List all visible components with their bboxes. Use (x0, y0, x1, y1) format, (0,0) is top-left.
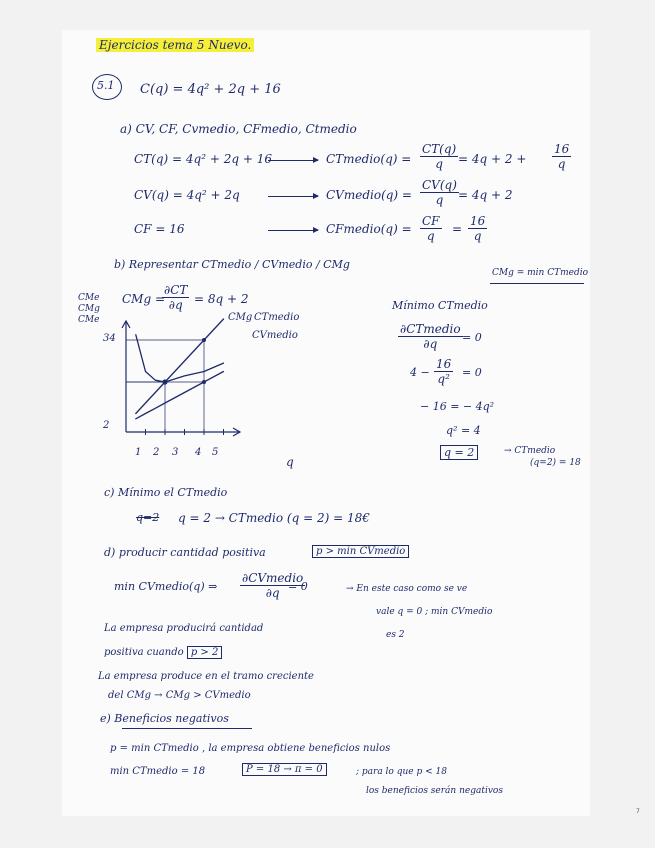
part-d-note-line2: vale q = 0 ; min CVmedio (376, 607, 493, 617)
x-tick-1: 1 (135, 447, 142, 458)
struck-text: q=2 (136, 511, 160, 524)
fraction-denominator: q (473, 229, 482, 243)
part-a-heading: a) CV, CF, Cvmedio, CFmedio, Ctmedio (120, 122, 357, 136)
y-tick-34: 34 (103, 333, 116, 344)
side-heading: Mínimo CTmedio (392, 299, 488, 312)
fraction-denominator: q (557, 157, 566, 171)
y-tick-2: 2 (103, 420, 110, 431)
x-tick-2: 2 (153, 447, 160, 458)
part-e-line2-boxed (242, 764, 327, 775)
fraction-numerator: 16 (470, 214, 486, 228)
side-step1-rhs: = 0 (462, 366, 482, 379)
part-d-note-line3: es 2 (386, 630, 405, 640)
part-e-line3: los beneficios serán negativos (366, 786, 503, 796)
part-e-line2-note: ; para lo que p < 18 (356, 767, 447, 777)
fraction-numerator: CF (422, 214, 440, 228)
cv-equation: CV(q) = 4q² + 2q (134, 188, 240, 202)
side-note-line1: → CTmedio (504, 446, 556, 456)
cvmedio-lhs: CVmedio(q) = (326, 188, 412, 202)
part-b-heading: b) Representar CTmedio / CVmedio / CMg (114, 258, 350, 271)
side-step2: − 16 = − 4q² (420, 400, 495, 413)
min-cvmedio-rhs: = 0 (288, 580, 308, 593)
part-e-heading: e) Beneficios negativos (100, 712, 229, 725)
fraction-numerator: ∂CVmedio (242, 571, 304, 585)
curve-label-ctmedio: CTmedio (254, 312, 300, 323)
min-cvmedio-lhs: min CVmedio(q) ⇒ (114, 580, 218, 593)
part-e-line1: p = min CTmedio , la empresa obtiene beneficios nulos (110, 743, 391, 754)
fraction-numerator: 16 (436, 357, 452, 371)
cfmedio-result: = (452, 222, 463, 236)
cvmedio-result: = 4q + 2 (458, 188, 513, 202)
part-e-box: P = 18 → π = 0 (242, 763, 327, 776)
side-result (440, 446, 478, 459)
part-e-line2-lhs: min CTmedio = 18 (110, 766, 206, 777)
boxed-note: CMg = min CTmedio (492, 268, 589, 278)
side-step3: q² = 4 (446, 424, 481, 437)
series-ctmedio-line (136, 335, 224, 382)
cmg-rhs: = 8q + 2 (194, 292, 249, 306)
part-d-boxed (312, 546, 409, 557)
y-axis-label-line: CMe (78, 315, 100, 325)
fraction-denominator: ∂q (423, 337, 438, 351)
fraction-denominator: ∂q (168, 298, 183, 312)
fraction-numerator: CV(q) (422, 178, 457, 192)
fraction-denominator: ∂q (265, 586, 280, 600)
exercise-number: 5.1 (97, 79, 115, 92)
cost-function: C(q) = 4q² + 2q + 16 (140, 82, 281, 97)
ctmedio-lhs: CTmedio(q) = (326, 152, 412, 166)
side-deriv-rhs: = 0 (462, 331, 482, 344)
cfmedio-lhs: CFmedio(q) = (326, 222, 412, 236)
fraction-denominator: q² (437, 372, 450, 386)
side-step1-fraction (434, 357, 453, 386)
cf-equation: CF = 16 (134, 222, 185, 236)
part-d-note-line1: → En este caso como se ve (346, 584, 468, 594)
page-number: 7 (636, 808, 640, 815)
part-d-box: p > min CVmedio (312, 545, 409, 558)
fraction-denominator: q (435, 157, 443, 171)
part-c-heading: c) Mínimo el CTmedio (104, 486, 228, 499)
part-d-line3: La empresa produce en el tramo creciente (98, 671, 314, 682)
curve-label-cvmedio: CVmedio (252, 330, 298, 341)
ctmedio-result: = 4q + 2 + (458, 152, 527, 166)
series-cmg-line (136, 319, 224, 414)
part-d-line2 (104, 647, 222, 658)
series-cvmedio-line (136, 372, 224, 419)
intersection-point (162, 379, 167, 384)
side-derivative (398, 322, 463, 351)
part-d-line2-box: p > 2 (187, 646, 223, 659)
y-axis-label-line: CMg (78, 304, 100, 314)
part-d-line1: La empresa producirá cantidad (104, 623, 264, 634)
ct-equation: CT(q) = 4q² + 2q + 16 (134, 152, 272, 166)
fraction-numerator: ∂CT (164, 283, 188, 297)
part-d-line4: del CMg → CMg > CVmedio (108, 690, 251, 701)
side-step1-lhs: 4 − (410, 366, 430, 379)
fraction-numerator: 16 (554, 142, 570, 156)
fraction-numerator: CT(q) (422, 142, 457, 156)
fraction-denominator: q (435, 193, 444, 207)
part-d-heading: d) producir cantidad positiva (104, 546, 266, 559)
curve-label-cmg: CMg (228, 312, 253, 323)
x-tick-3: 3 (172, 447, 179, 458)
x-axis-label: q (286, 455, 294, 469)
part-d-line2-text: positiva cuando (104, 647, 184, 658)
x-tick-4: 4 (195, 447, 202, 458)
y-axis-label-line: CMe (78, 293, 100, 303)
side-result-box: q = 2 (440, 445, 478, 460)
part-c-result: q = 2 → CTmedio (q = 2) = 18€ (178, 511, 370, 525)
x-tick-5: 5 (212, 447, 219, 458)
intersection-point (202, 338, 206, 342)
fraction-numerator: ∂CTmedio (400, 322, 461, 336)
side-note-line2: (q=2) = 18 (530, 458, 581, 468)
fraction-denominator: q (426, 229, 435, 243)
cmg-lhs: CMg = (122, 292, 166, 306)
page-title: Ejercicios tema 5 Nuevo. (96, 38, 254, 52)
intersection-point (202, 380, 206, 384)
heading-underline (122, 728, 252, 729)
